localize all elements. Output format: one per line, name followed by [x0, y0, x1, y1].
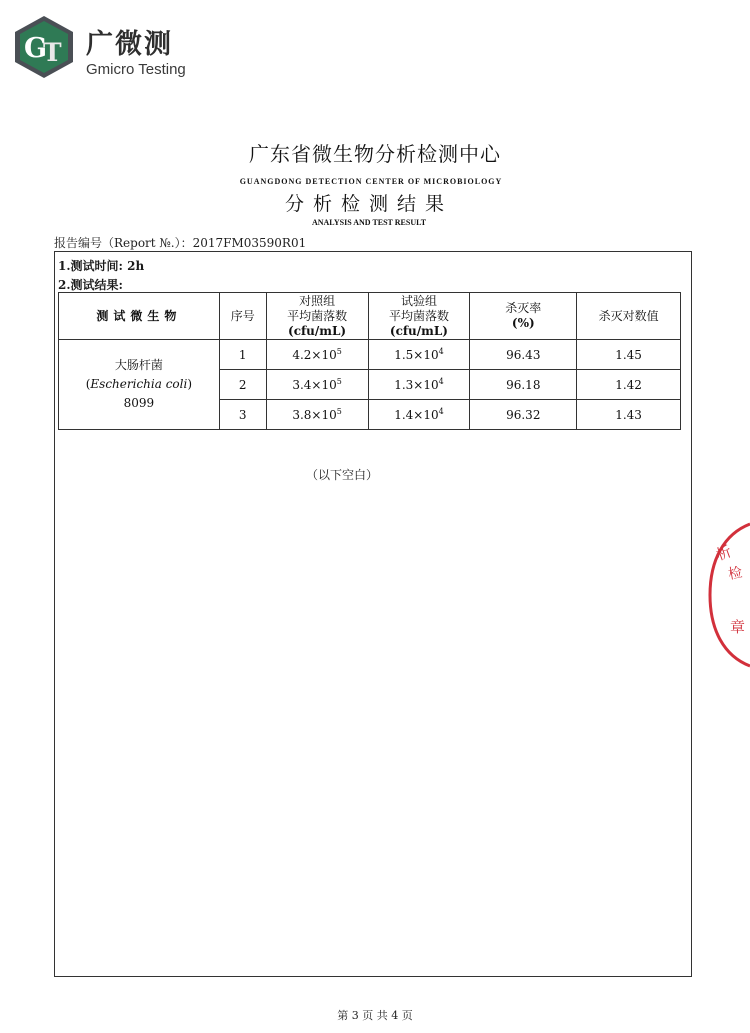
- log-reduction-cell: 1.42: [577, 370, 681, 400]
- organism-name-latin: (Escherichia coli): [85, 377, 193, 391]
- test-count-cell: $1.4\times 10^4$: [368, 400, 470, 430]
- kill-rate-cell: 96.18: [470, 370, 577, 400]
- test-count-cell: $1.3\times 10^4$: [368, 370, 470, 400]
- test-results-label: 2.测试结果:: [58, 278, 123, 292]
- blank-below-note: （以下空白）: [305, 468, 378, 482]
- gmicro-logo-icon: [12, 14, 76, 80]
- test-time: 1.测试时间: 2h: [58, 259, 145, 273]
- header-kill-rate: 杀灭率 (%): [470, 293, 577, 340]
- official-seal-stamp: [704, 520, 750, 670]
- control-count-cell: $3.4\times 10^5$: [266, 370, 368, 400]
- logo-text-cn: 广微测: [86, 29, 173, 60]
- org-name-en: GUANGDONG DETECTION CENTER OF MICROBIOLOGY: [239, 177, 503, 186]
- organism-strain: 8099: [123, 396, 155, 410]
- organism-name-cn: 大肠杆菌: [114, 358, 163, 372]
- seal-char: 析: [713, 542, 735, 565]
- kill-rate-cell: 96.43: [470, 340, 577, 370]
- kill-rate-cell: 96.32: [470, 400, 577, 430]
- doc-title-cn: 分析检测结果: [284, 193, 453, 215]
- results-table: [58, 292, 681, 430]
- report-number: 报告编号（Report №.）：2017FM03590R01: [54, 236, 307, 250]
- page-footer: 第 3 页 共 4 页: [337, 1009, 413, 1022]
- header-log-reduction: 杀灭对数值: [577, 293, 681, 340]
- org-name-cn: 广东省微生物分析检测中心: [249, 142, 501, 166]
- control-count-cell: $3.8\times 10^5$: [266, 400, 368, 430]
- header-seq: 序号: [219, 293, 266, 340]
- header-test: 试验组 平均菌落数 (cfu/mL): [368, 293, 470, 340]
- header-control: 对照组 平均菌落数 (cfu/mL): [266, 293, 368, 340]
- table-row: [59, 340, 681, 370]
- svg-text:T: T: [43, 38, 62, 67]
- svg-text:G: G: [24, 33, 48, 64]
- control-count-cell: $4.2\times 10^5$: [266, 340, 368, 370]
- organism-cell: [59, 340, 220, 430]
- seq-cell: 1: [219, 340, 266, 370]
- header-organism: 测试微生物: [59, 293, 220, 340]
- seal-char: 检: [727, 564, 744, 583]
- log-reduction-cell: 1.43: [577, 400, 681, 430]
- test-count-cell: $1.5\times 10^4$: [368, 340, 470, 370]
- log-reduction-cell: 1.45: [577, 340, 681, 370]
- seal-char: 章: [730, 618, 746, 636]
- table-header-row: [59, 293, 681, 340]
- doc-title-en: ANALYSIS AND TEST RESULT: [311, 218, 427, 227]
- seq-cell: 3: [219, 400, 266, 430]
- seq-cell: 2: [219, 370, 266, 400]
- logo-text-en: Gmicro Testing: [86, 61, 186, 78]
